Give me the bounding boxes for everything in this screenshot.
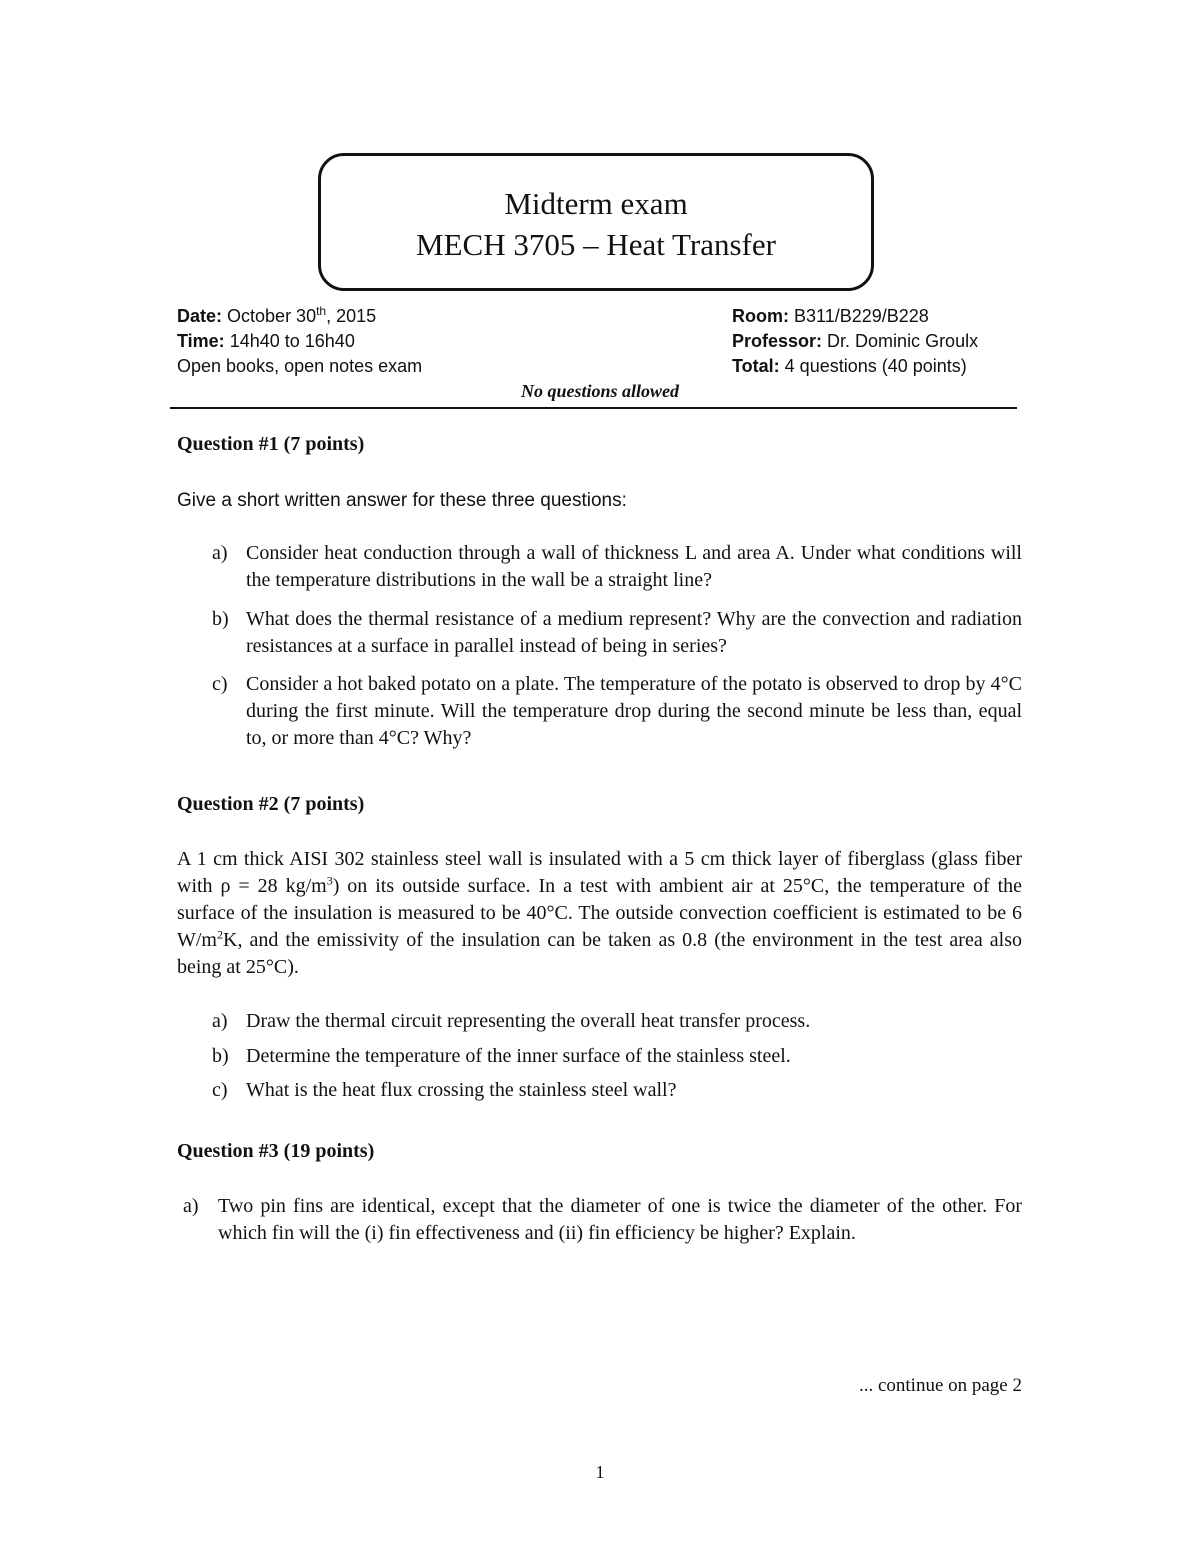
item-label: c) xyxy=(212,673,228,695)
time-value: 14h40 to 16h40 xyxy=(229,331,355,351)
open-books-line: Open books, open notes exam xyxy=(177,356,423,376)
item-label: a) xyxy=(212,1010,228,1032)
title-box xyxy=(318,153,874,291)
date-line xyxy=(177,306,376,327)
header-divider xyxy=(170,407,1017,409)
room-value: B311/B229/B228 xyxy=(794,306,929,326)
item-label: b) xyxy=(212,1045,229,1067)
room-label: Room: xyxy=(732,306,789,326)
body-sup-2: 2 xyxy=(217,927,223,942)
item-text: What does the thermal resistance of a medium represent? Why are the convection and radiation resistances at a surface in parallel instead of being in series? xyxy=(246,608,1022,657)
body-sup-1: 3 xyxy=(326,873,333,888)
item-label: b) xyxy=(212,608,229,630)
question-2-body xyxy=(177,846,1022,981)
continue-note: ... continue on page 2 xyxy=(858,1375,1022,1396)
date-year: , 2015 xyxy=(326,306,377,326)
item-text: What is the heat flux crossing the stainless steel wall? xyxy=(246,1079,677,1101)
time-label: Time: xyxy=(177,331,225,351)
total-value: 4 questions (40 points) xyxy=(784,356,967,376)
item-label: a) xyxy=(212,542,228,564)
professor-label: Professor: xyxy=(732,331,823,351)
item-label: c) xyxy=(212,1079,228,1101)
page-number: 1 xyxy=(595,1462,605,1482)
date-value: October 30 xyxy=(227,306,317,326)
exam-title: Midterm exam xyxy=(504,186,688,221)
date-sup: th xyxy=(316,304,327,318)
question-1-intro: Give a short written answer for these three questions: xyxy=(177,490,627,511)
body-part-2: ) on its outside surface. In a test with ambient air at 25°C, the temperature of the surface of the insulation is measured to be 40°C. The outside convection coefficient is estimated to be 6 W/m xyxy=(177,875,1022,951)
total-label: Total: xyxy=(732,356,780,376)
total-line xyxy=(732,356,967,377)
no-questions-notice: No questions allowed xyxy=(520,381,680,401)
date-label: Date: xyxy=(177,306,223,326)
item-text: Draw the thermal circuit representing the overall heat transfer process. xyxy=(246,1010,811,1032)
item-label: a) xyxy=(183,1195,199,1217)
body-part-1: A 1 cm thick AISI 302 stainless steel wall is insulated with a 5 cm thick layer of fiberglass (glass fiber with ρ = 28 kg/m xyxy=(177,848,1022,897)
item-text: Two pin fins are identical, except that the diameter of one is twice the diameter of the other. For which fin will the (i) fin effectiveness and (ii) fin efficiency be higher? Explain. xyxy=(218,1195,1022,1244)
item-text: Consider a hot baked potato on a plate. The temperature of the potato is observed to drop by 4°C during the first minute. Will the temperature drop during the second minute be less than, equal to, or more than 4°C? Why? xyxy=(246,673,1022,749)
room-line xyxy=(732,306,929,327)
question-1-heading: Question #1 (7 points) xyxy=(177,433,365,455)
professor-value: Dr. Dominic Groulx xyxy=(827,331,979,351)
item-text: Consider heat conduction through a wall of thickness L and area A. Under what conditions will the temperature distributions in the wall be a straight line? xyxy=(246,542,1022,591)
body-part-3: K, and the emissivity of the insulation can be taken as 0.8 (the environment in the test area also being at 25°C). xyxy=(177,929,1022,978)
professor-line xyxy=(732,331,978,352)
course-title: MECH 3705 – Heat Transfer xyxy=(416,227,776,262)
question-3-heading: Question #3 (19 points) xyxy=(177,1140,375,1162)
time-line xyxy=(177,331,355,352)
question-2-heading: Question #2 (7 points) xyxy=(177,793,365,815)
item-text: Determine the temperature of the inner surface of the stainless steel. xyxy=(246,1045,791,1067)
